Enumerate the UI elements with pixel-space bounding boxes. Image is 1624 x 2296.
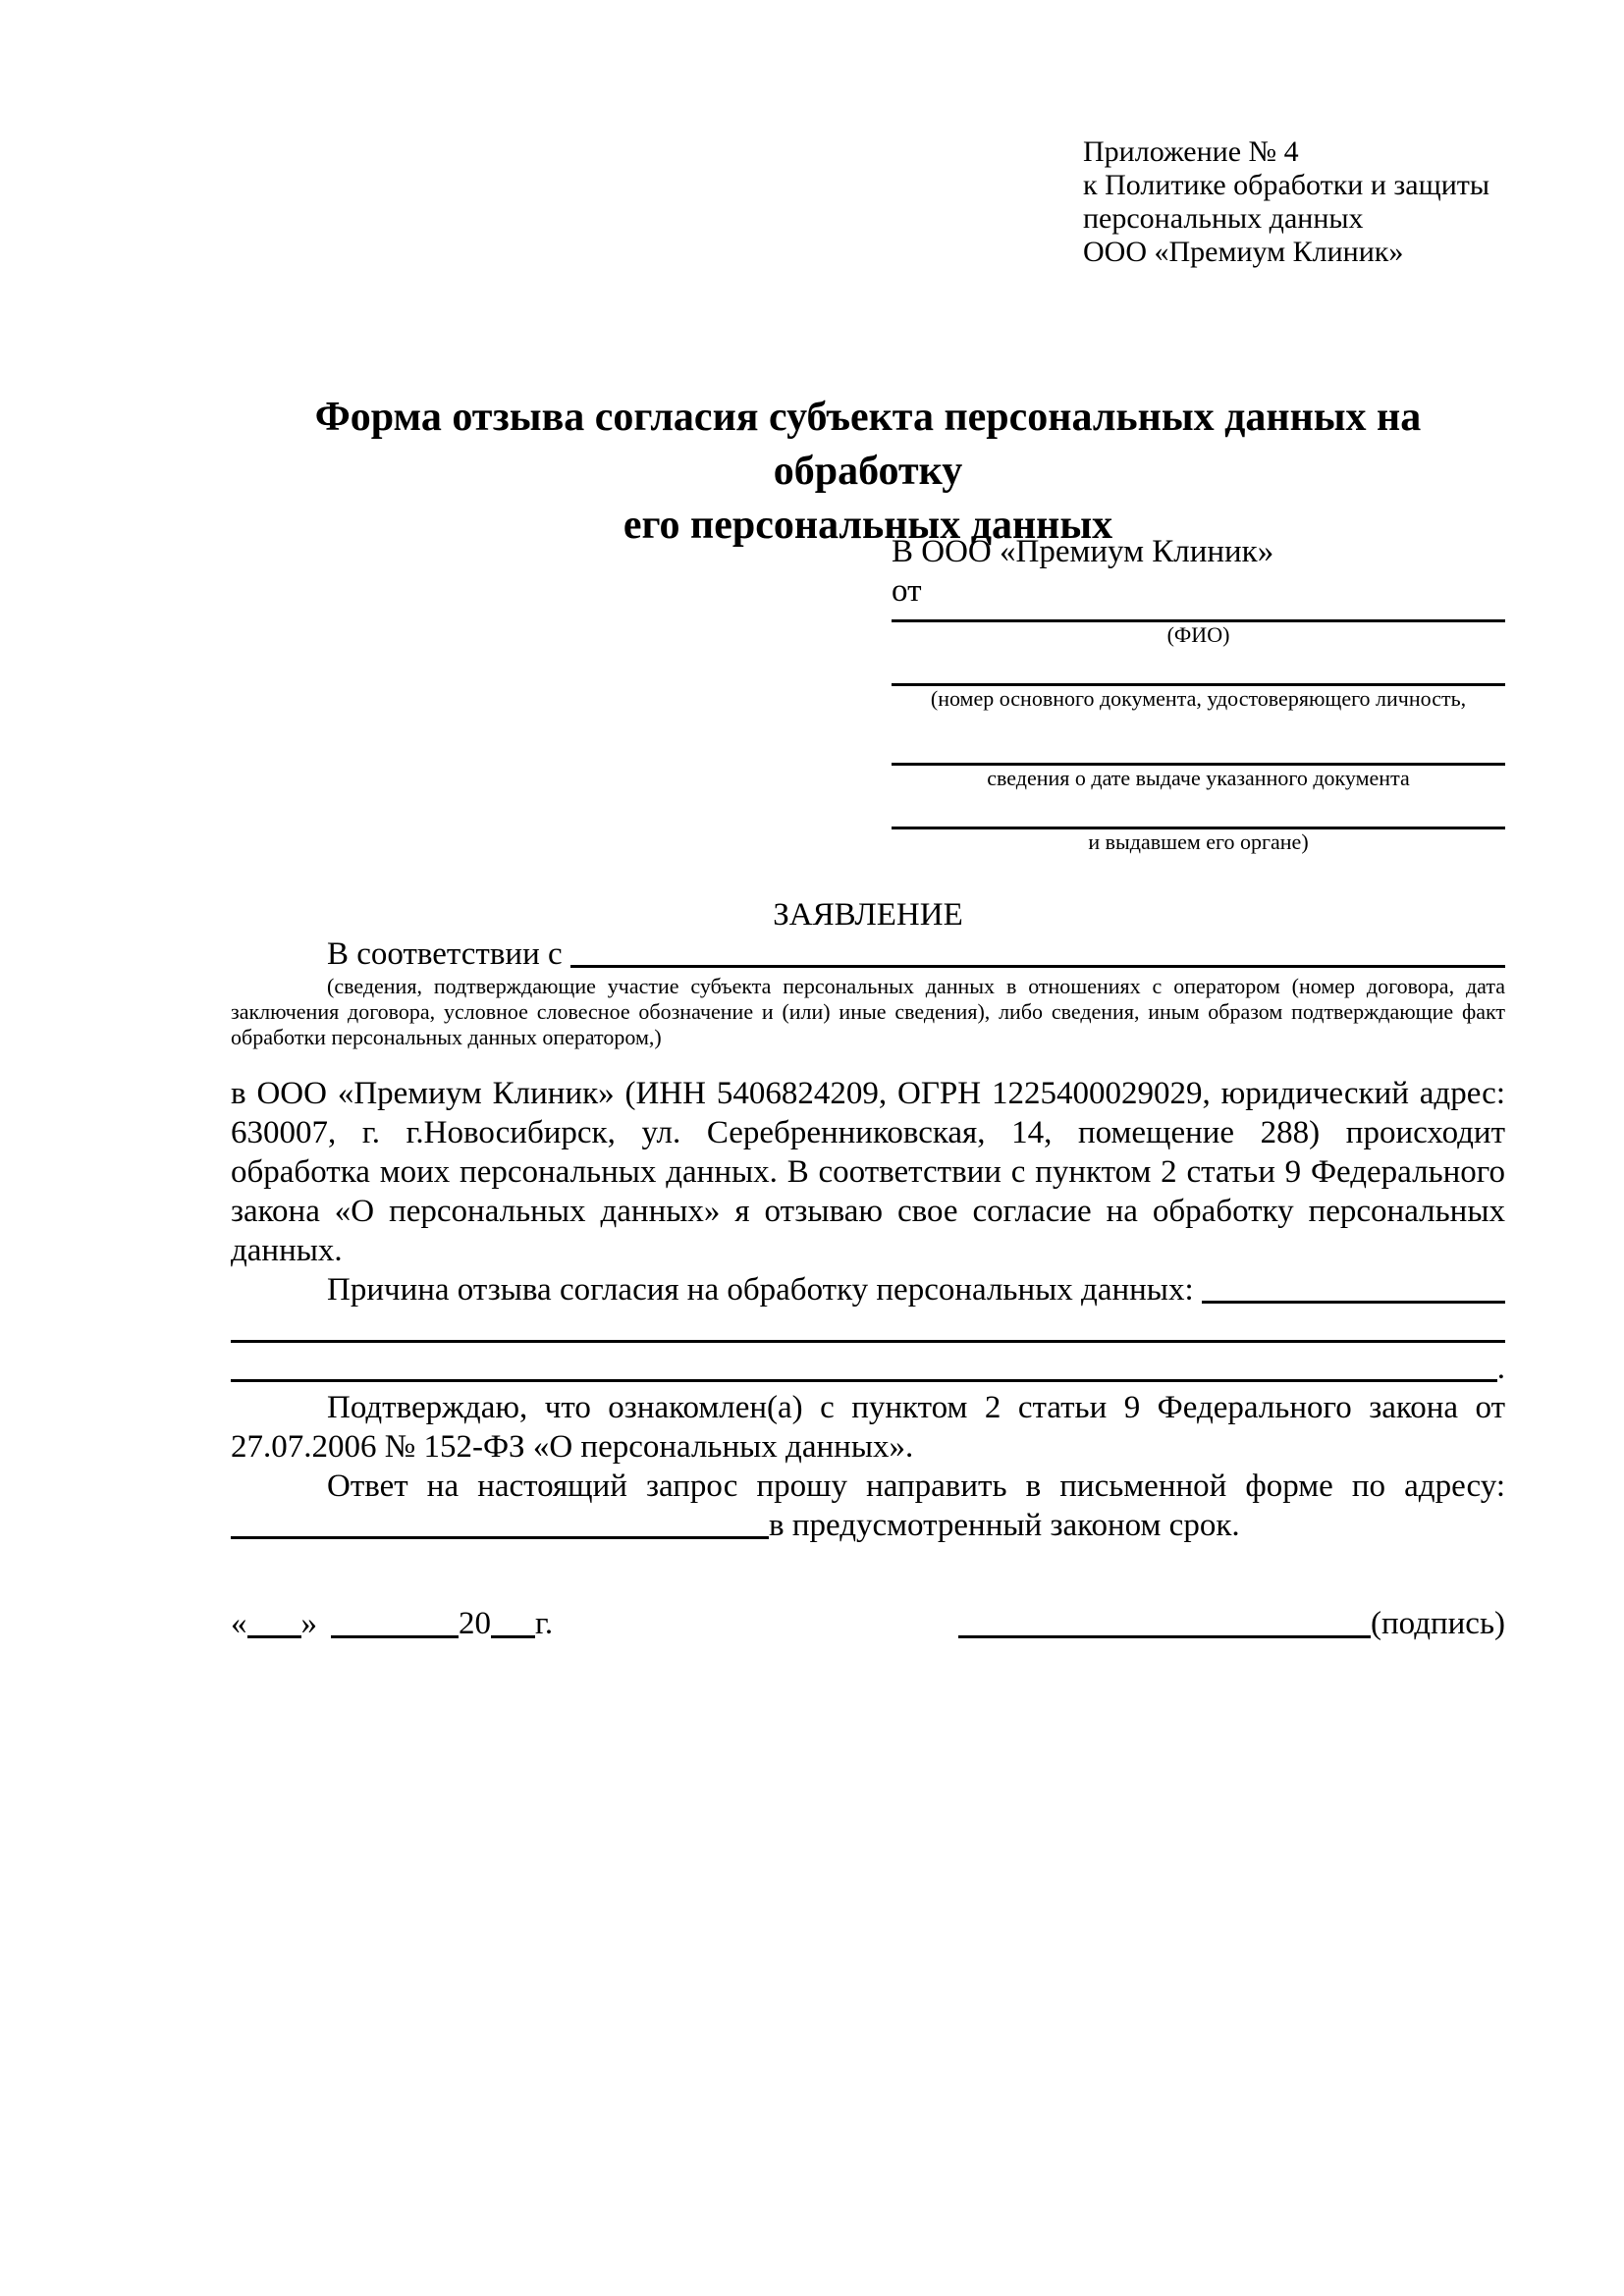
document-number-blank-line [892, 648, 1505, 686]
appendix-line: ООО «Премиум Клиник» [1083, 236, 1404, 268]
blank-line [231, 1349, 1497, 1382]
reply-suffix: в предусмотренный законом срок. [769, 1508, 1240, 1543]
day-blank-line [247, 1624, 301, 1638]
reason-blank-line [1202, 1270, 1505, 1304]
fio-caption: (ФИО) [1166, 622, 1230, 647]
year-prefix: 20 [459, 1606, 491, 1641]
reason-label: Причина отзыва согласия на обработку персональных данных: [327, 1272, 1202, 1308]
document-number-caption: (номер основного документа, удостоверяющего личность, [930, 686, 1467, 711]
appendix-line: Приложение № 4 [1083, 135, 1299, 168]
title-line: его персональных данных [623, 503, 1113, 548]
appendix-note [1083, 135, 1489, 269]
addressee-to: В ООО «Премиум Клиник» [892, 534, 1274, 569]
year-suffix: г. [535, 1606, 554, 1641]
blank-line [231, 1309, 1505, 1343]
fio-blank-line [892, 611, 1505, 622]
reason-blank-row [231, 1349, 1505, 1388]
statement-section [231, 895, 1505, 1643]
title-line: Форма отзыва согласия субъекта персональных данных на обработку [314, 395, 1422, 494]
addressee-block [892, 532, 1505, 855]
appendix-line: персональных данных [1083, 202, 1364, 235]
confirmation-paragraph: Подтверждаю, что ознакомлен(а) с пунктом 2 статьи 9 Федерального закона от 27.07.2006 № 152-ФЗ «О персональных данных». [231, 1390, 1505, 1465]
accordance-row [231, 934, 1505, 974]
signature-caption: (подпись) [1371, 1606, 1505, 1641]
accordance-label: В соответствии с [327, 936, 570, 972]
sentence-period: . [1496, 1351, 1505, 1386]
body-paragraph: в ООО «Премиум Клиник» (ИНН 5406824209, ОГРН 1225400029029, юридический адрес: 630007, г. г.Новосибирск, ул. Серебренниковская, 14, помещение 288) происходит обработка моих персональных данных. В соответствии с пунктом 2 статьи 9 Федерального закона «О персональных данных» я отзываю свое согласие на обработку персональных данных. [231, 1076, 1505, 1268]
year-blank-line [491, 1624, 535, 1638]
footnote-text: (сведения, подтверждающие участие субъекта персональных данных в отношениях с оператором (номер договора, дата заключения договора, условное словесное обозначение и (или) иные сведения), либо сведения, иным образом подтверждающие факт обработки персональных данных оператором,) [231, 974, 1505, 1049]
signature-blank-line [958, 1624, 1371, 1638]
reason-row [231, 1270, 1505, 1309]
date-open-quote: « [231, 1606, 247, 1641]
reason-blank-row [231, 1309, 1505, 1349]
issue-date-caption: сведения о дате выдаче указанного документа [987, 766, 1410, 790]
issuing-authority-blank-line [892, 791, 1505, 829]
address-blank-line [231, 1506, 769, 1539]
issuing-authority-caption: и выдавшем его органе) [1088, 829, 1309, 854]
signature-row [231, 1604, 1505, 1643]
reply-paragraph: Ответ на настоящий запрос прошу направить в письменной форме по адресу: [327, 1468, 1505, 1504]
address-row [231, 1506, 1505, 1545]
issue-date-blank-line [892, 712, 1505, 766]
statement-heading: ЗАЯВЛЕНИЕ [773, 897, 963, 933]
date-close-quote: » [300, 1606, 317, 1641]
addressee-from-label: от [892, 573, 922, 609]
accordance-blank-line [570, 934, 1505, 968]
month-blank-line [331, 1624, 459, 1638]
appendix-line: к Политике обработки и защиты [1083, 169, 1490, 201]
document-title [231, 391, 1505, 553]
